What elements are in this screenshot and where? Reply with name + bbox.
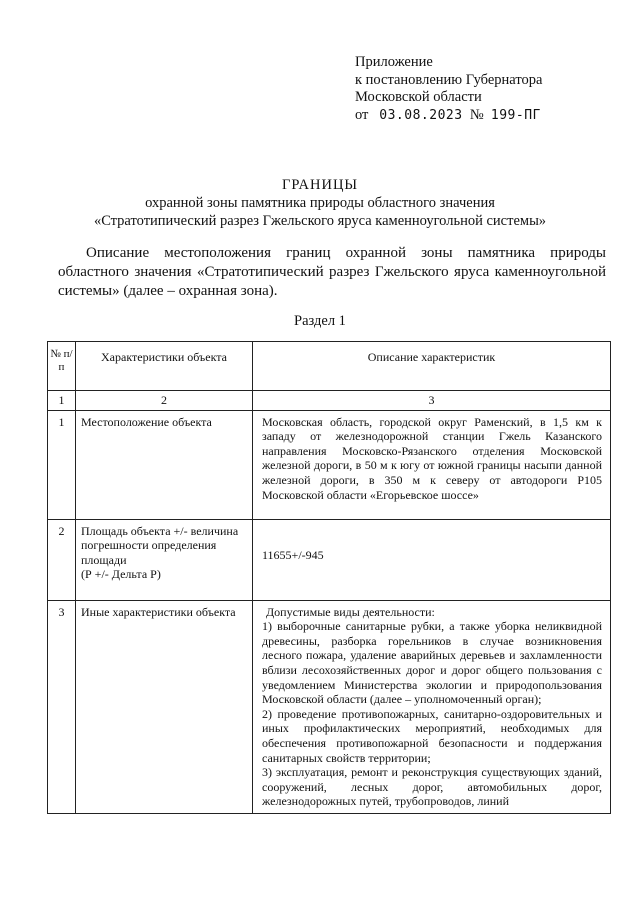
- index-cell-1: 1: [48, 391, 76, 411]
- row-characteristic: Иные характеристики объекта: [76, 600, 253, 813]
- row-number: 3: [48, 600, 76, 813]
- row-description: [253, 519, 611, 600]
- header-characteristic: Характеристики объекта: [76, 342, 253, 391]
- intro-paragraph: Описание местоположения границ охранной зоны памятника природы областного значения «Стратотипический разрез Гжельского яруса каменноугольной системы» (далее – охранная зона).: [58, 245, 606, 299]
- appendix-line-1: Приложение: [355, 54, 433, 70]
- activity-item: 1) выборочные санитарные рубки, а также уборка неликвидной древесины, разборка горельников в случае возникновения лесного пожара, удаление аварийных деревьев и захламленности вблизи лесохозяйственных дорог и дорог общего пользования с уведомлением Министерства экологии и природопользования Московской области (далее – уполномоченный орган);: [262, 619, 602, 707]
- table-index-row: [48, 391, 611, 411]
- characteristics-table: [47, 341, 611, 814]
- area-formula: (Р +/- Дельта Р): [81, 567, 161, 582]
- appendix-line-3: Московской области: [355, 89, 482, 105]
- title-line-2: охранной зоны памятника природы областного значения: [145, 195, 495, 211]
- area-label: Площадь объекта +/- величина погрешности определения площади: [81, 523, 239, 567]
- header-description: Описание характеристик: [253, 342, 611, 391]
- row-characteristic: [76, 519, 253, 600]
- decree-date: 03.08.2023: [379, 107, 463, 123]
- activity-item: 3) эксплуатация, ремонт и реконструкция существующих зданий, сооружений, лесных дорог, автомобильных дорог, железнодорожных путей, трубопроводов, линий: [262, 765, 602, 809]
- activity-item: 2) проведение противопожарных, санитарно-оздоровительных и иных профилактических мероприятий, необходимых для обеспечения противопожарной безопасности и поддержания санитарных свойств территории;: [262, 706, 602, 765]
- area-value: 11655+/-945: [262, 547, 324, 562]
- document-title: [40, 176, 600, 230]
- table-header-row: [48, 342, 611, 391]
- row-number: 2: [48, 519, 76, 600]
- row-characteristic: Местоположение объекта: [76, 410, 253, 519]
- allowed-activities-heading: Допустимые виды деятельности:: [266, 604, 435, 619]
- number-prefix: №: [469, 106, 484, 123]
- header-number: № п/п: [48, 342, 76, 391]
- row-description: Московская область, городской округ Раменский, в 1,5 км к западу от железнодорожной станции Гжель Казанского направления Московско-Рязанского отделения Московской железной дороги, в 50 м к югу от южной границы насыпи данной железной дороги, в 350 м к северу от автодороги Р105 Московской области «Егорьевское шоссе»: [253, 410, 611, 519]
- row-description: [253, 600, 611, 813]
- section-title: Раздел 1: [294, 313, 346, 329]
- table-row: [48, 410, 611, 519]
- appendix-header: [355, 54, 595, 124]
- table-row: [48, 600, 611, 813]
- appendix-line-2: к постановлению Губернатора: [355, 71, 543, 88]
- appendix-date-line: [355, 107, 595, 125]
- table-row: [48, 519, 611, 600]
- row-number: 1: [48, 410, 76, 519]
- title-line-3: «Стратотипический разрез Гжельского яруса каменноугольной системы»: [93, 213, 547, 229]
- decree-number: 199-ПГ: [490, 107, 541, 123]
- date-prefix: от: [355, 106, 369, 123]
- index-cell-3: 3: [253, 391, 611, 411]
- title-main: ГРАНИЦЫ: [281, 177, 359, 193]
- index-cell-2: 2: [76, 391, 253, 411]
